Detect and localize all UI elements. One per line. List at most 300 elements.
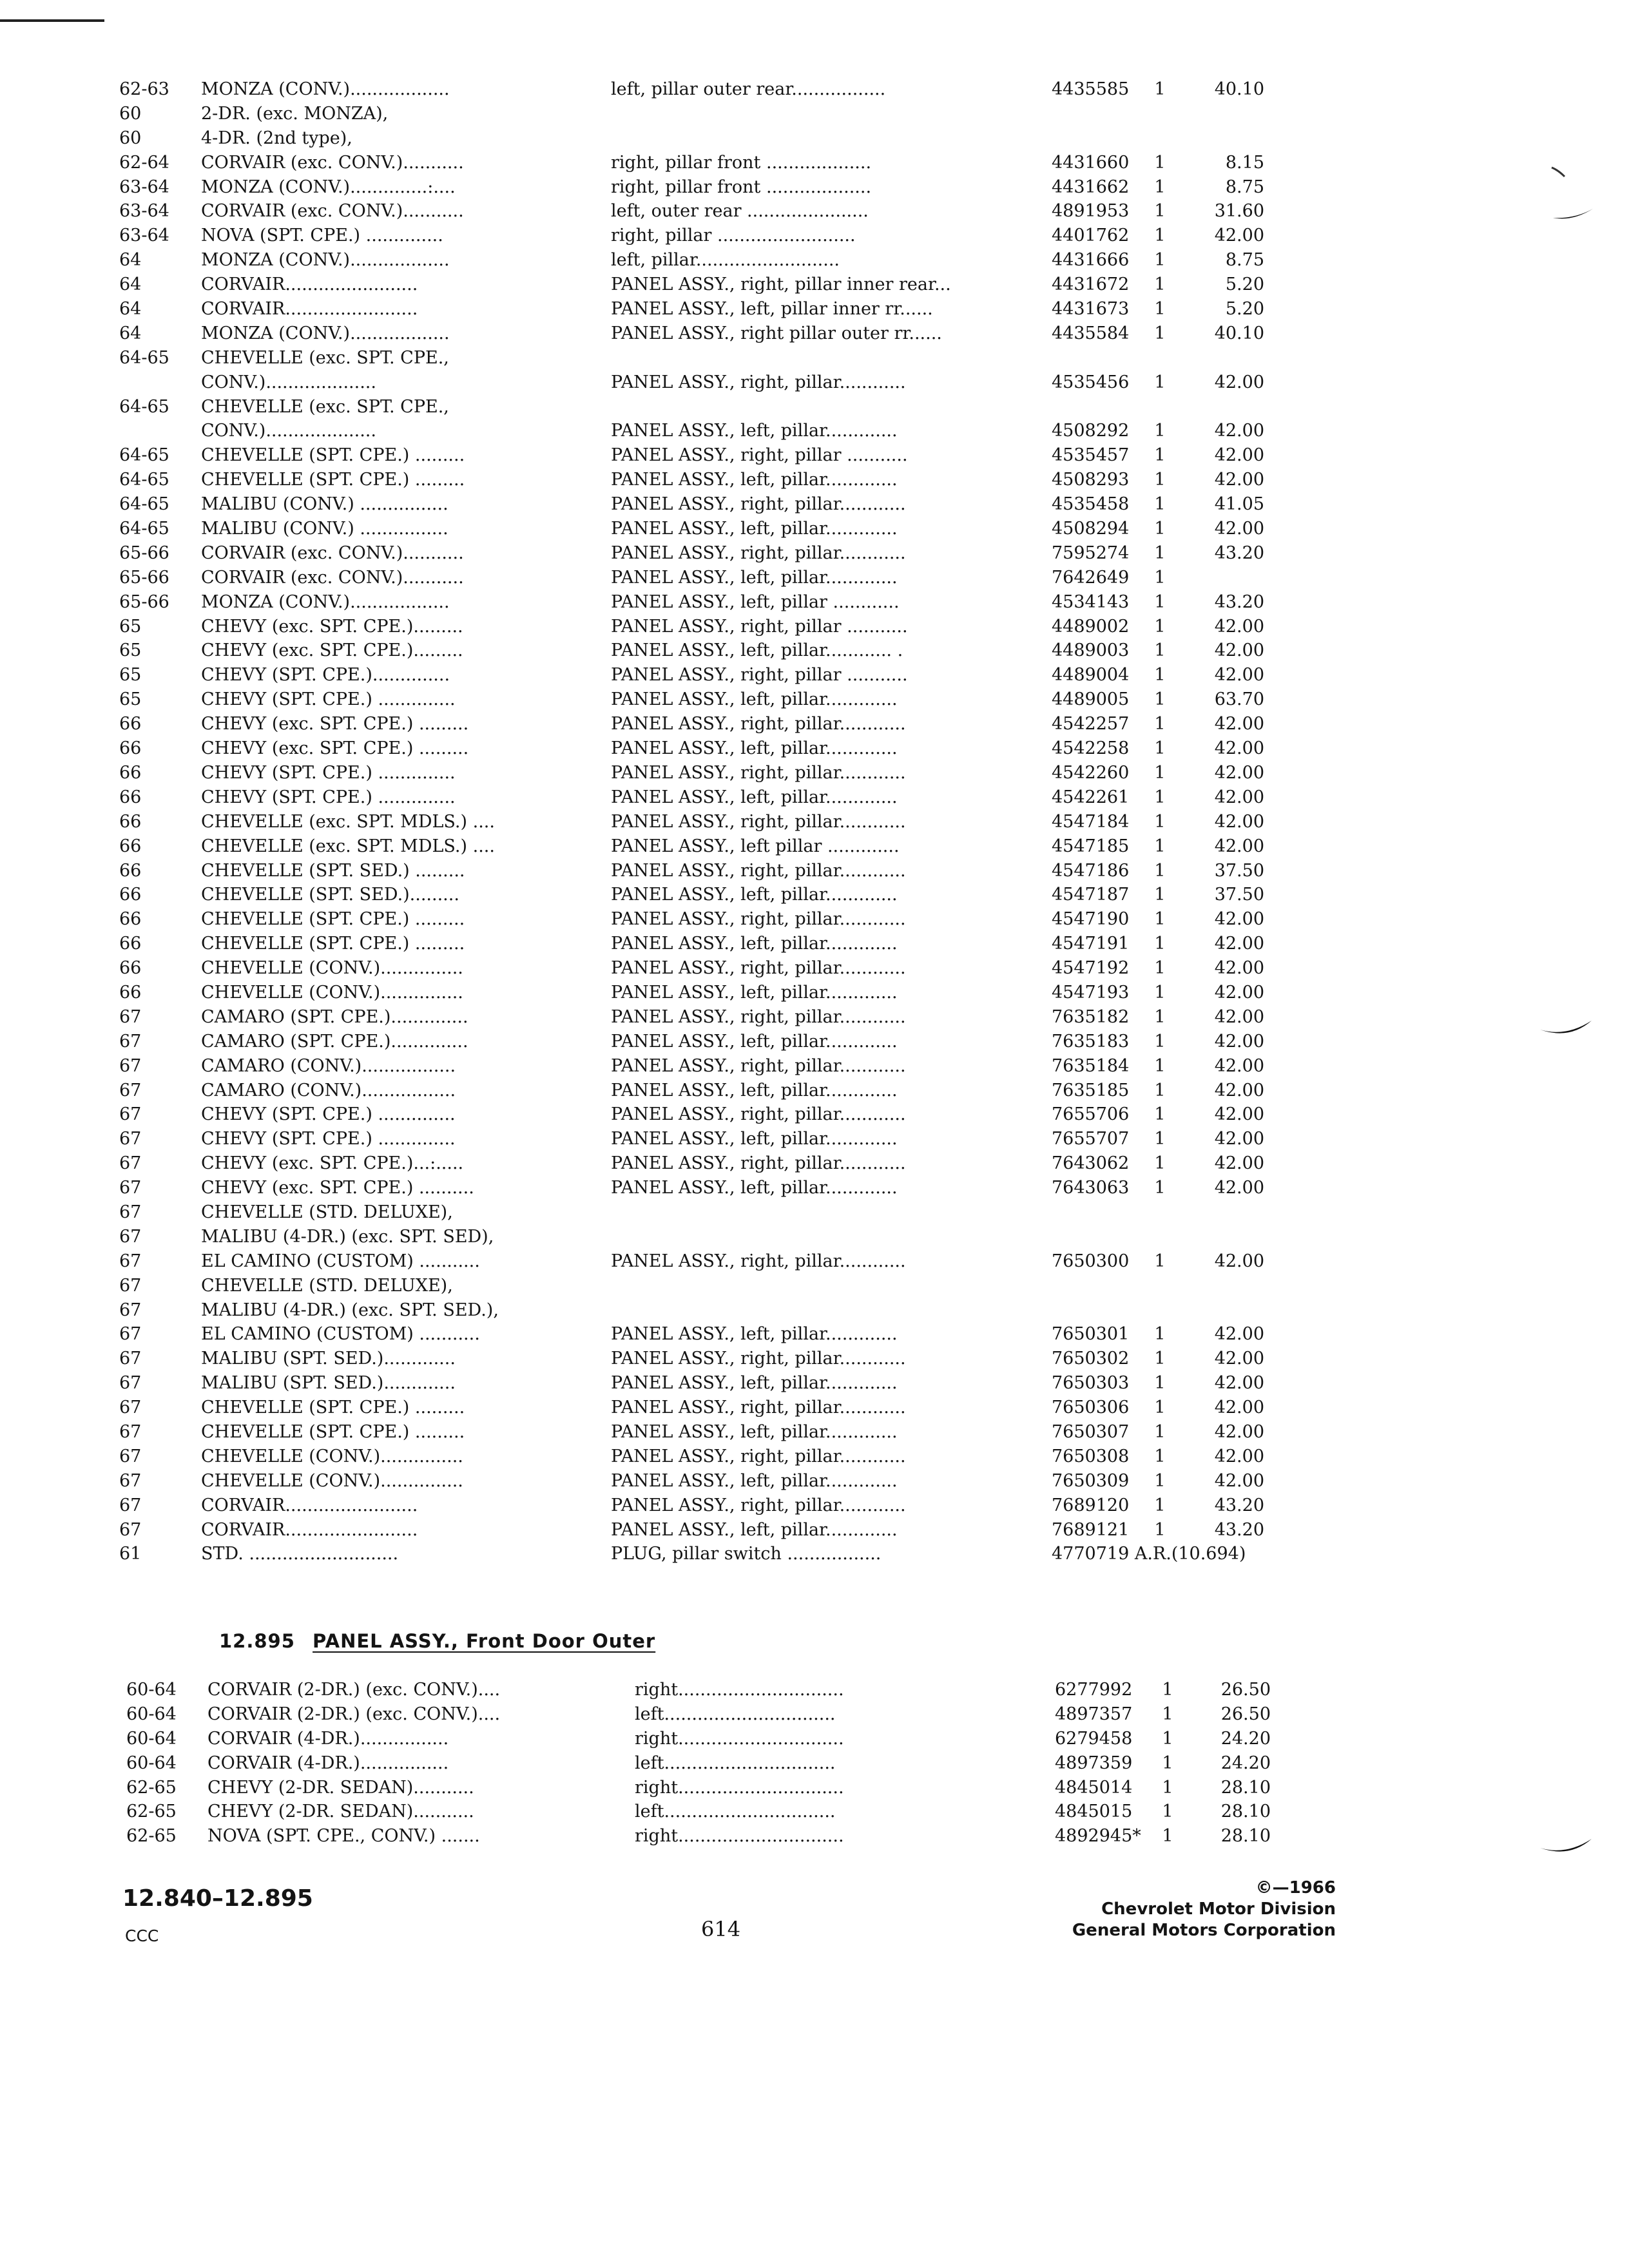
- description-cell: PANEL ASSY., right, pillar ...........: [611, 445, 908, 466]
- price-cell: 42.00: [1214, 1421, 1264, 1442]
- description-cell: PANEL ASSY., left, pillar.............: [611, 470, 898, 490]
- quantity-cell: 1: [1154, 445, 1166, 466]
- model-cell: MALIBU (4-DR.) (exc. SPT. SED),: [201, 1226, 494, 1247]
- model-cell: CAMARO (CONV.).................: [201, 1055, 456, 1076]
- year-cell: 64-65: [119, 470, 169, 490]
- year-cell: 66: [119, 714, 142, 735]
- quantity-cell: 1: [1154, 714, 1166, 735]
- price-cell: 42.00: [1214, 982, 1264, 1003]
- list-item: [0, 517, 1629, 541]
- list-item: [0, 883, 1629, 907]
- year-cell: 67: [119, 1178, 142, 1198]
- part-number-cell: 7635183: [1052, 1031, 1130, 1052]
- price-cell: 42.00: [1214, 519, 1264, 539]
- description-cell: PANEL ASSY., right, pillar............: [611, 714, 906, 735]
- list-item: [0, 615, 1629, 639]
- price-cell: 42.00: [1214, 470, 1264, 490]
- model-cell: EL CAMINO (CUSTOM) ...........: [201, 1251, 480, 1271]
- description-cell: PANEL ASSY., left, pillar.............: [611, 934, 898, 954]
- list-item: [0, 1824, 1629, 1849]
- list-item: [0, 1727, 1629, 1751]
- model-cell: NOVA (SPT. CPE.) ..............: [201, 226, 443, 246]
- quantity-cell: 1: [1154, 201, 1166, 222]
- price-cell: 43.20: [1214, 1519, 1264, 1540]
- margin-mark: [1534, 1830, 1598, 1869]
- model-cell: CORVAIR (4-DR.)................: [207, 1753, 449, 1773]
- model-cell: CHEVELLE (CONV.)...............: [201, 982, 463, 1003]
- list-item: [0, 663, 1629, 687]
- year-cell: 67: [119, 1080, 142, 1100]
- price-cell: 42.00: [1214, 1251, 1264, 1271]
- quantity-cell: 1: [1154, 421, 1166, 441]
- part-number-cell: 7635182: [1052, 1006, 1130, 1027]
- model-cell: MONZA (CONV.)..................: [201, 250, 450, 271]
- year-cell: 60-64: [126, 1680, 177, 1700]
- year-cell: 63-64: [119, 226, 169, 246]
- parts-list: [0, 77, 1629, 1566]
- price-cell: 31.60: [1214, 201, 1264, 222]
- model-cell: CHEVY (2-DR. SEDAN)...........: [207, 1777, 474, 1798]
- model-cell: CHEVELLE (SPT. CPE.) .........: [201, 445, 465, 466]
- year-cell: 67: [119, 1470, 142, 1491]
- quantity-cell: 1: [1154, 1178, 1166, 1198]
- price-cell: 5.20: [1225, 299, 1264, 320]
- quantity-cell: 1: [1154, 177, 1166, 197]
- quantity-cell: 1: [1154, 226, 1166, 246]
- year-cell: 67: [119, 1104, 142, 1125]
- quantity-cell: 1: [1162, 1802, 1173, 1822]
- quantity-cell: 1: [1154, 909, 1166, 930]
- part-number-cell: 4845015: [1055, 1802, 1133, 1822]
- part-number-cell: 4431660: [1052, 152, 1130, 173]
- model-cell: CHEVELLE (SPT. SED.).........: [201, 885, 459, 905]
- part-number-cell: 4508294: [1052, 519, 1130, 539]
- part-number-cell: 7689120: [1052, 1495, 1130, 1515]
- list-item: [0, 1298, 1629, 1323]
- description-cell: PANEL ASSY., left, pillar ............: [611, 591, 900, 612]
- quantity-cell: 1: [1154, 640, 1166, 661]
- part-number-cell: 4431666: [1052, 250, 1130, 271]
- year-cell: 64: [119, 274, 142, 295]
- part-number-cell: 4508293: [1052, 470, 1130, 490]
- model-cell: CHEVELLE (SPT. CPE.) .........: [201, 1421, 465, 1442]
- year-cell: 67: [119, 1446, 142, 1466]
- model-cell: CONV.)....................: [201, 421, 376, 441]
- quantity-cell: 1: [1154, 1373, 1166, 1394]
- price-cell: 42.00: [1214, 909, 1264, 930]
- list-item: [0, 1371, 1629, 1396]
- price-cell: 42.00: [1214, 1178, 1264, 1198]
- part-number-cell: 7650308: [1052, 1446, 1130, 1466]
- price-cell: 42.00: [1214, 665, 1264, 686]
- part-number-cell: 4535457: [1052, 445, 1130, 466]
- model-cell: MALIBU (4-DR.) (exc. SPT. SED.),: [201, 1300, 499, 1320]
- year-cell: 66: [119, 787, 142, 807]
- price-cell: 42.00: [1214, 1373, 1264, 1394]
- description-cell: PANEL ASSY., left, pillar.............: [611, 1129, 898, 1149]
- price-cell: 43.20: [1214, 1495, 1264, 1515]
- price-cell: 42.00: [1214, 1398, 1264, 1418]
- part-number-cell: 4547191: [1052, 934, 1130, 954]
- part-number-cell: 7635185: [1052, 1080, 1130, 1100]
- model-cell: CHEVELLE (SPT. CPE.) .........: [201, 1398, 465, 1418]
- list-item: [0, 1445, 1629, 1469]
- part-number-cell: 4542260: [1052, 762, 1130, 783]
- description-cell: PANEL ASSY., right, pillar............: [611, 1153, 906, 1174]
- year-cell: 67: [119, 1275, 142, 1296]
- model-cell: CORVAIR (2-DR.) (exc. CONV.)....: [207, 1680, 501, 1700]
- model-cell: CHEVY (SPT. CPE.) ..............: [201, 689, 456, 710]
- model-cell: MONZA (CONV.)..................: [201, 79, 450, 99]
- list-item: [0, 1420, 1629, 1445]
- quantity-cell: 1: [1162, 1777, 1173, 1798]
- year-cell: 60-64: [126, 1728, 177, 1749]
- description-cell: PANEL ASSY., left, pillar.............: [611, 1178, 898, 1198]
- description-cell: PANEL ASSY., right, pillar............: [611, 811, 906, 832]
- price-cell: 28.10: [1220, 1802, 1271, 1822]
- description-cell: right..............................: [635, 1777, 844, 1798]
- copyright-line: General Motors Corporation: [1072, 1921, 1336, 1940]
- list-item: [0, 102, 1629, 126]
- model-cell: CORVAIR........................: [201, 299, 418, 320]
- price-cell: 42.00: [1214, 1349, 1264, 1369]
- quantity-cell: 1: [1154, 79, 1166, 99]
- quantity-cell: 1: [1154, 1153, 1166, 1174]
- part-number-cell: 4547186: [1052, 860, 1130, 881]
- list-item: [0, 541, 1629, 566]
- model-cell: EL CAMINO (CUSTOM) ...........: [201, 1324, 480, 1345]
- model-cell: MONZA (CONV.)..................: [201, 323, 450, 343]
- quantity-cell: 1: [1154, 1398, 1166, 1418]
- list-item: [0, 224, 1629, 248]
- model-cell: CAMARO (CONV.).................: [201, 1080, 456, 1100]
- model-cell: CORVAIR (4-DR.)................: [207, 1728, 449, 1749]
- year-cell: 62-65: [126, 1826, 177, 1847]
- price-cell: 42.00: [1214, 787, 1264, 807]
- description-cell: PANEL ASSY., left, pillar.............: [611, 1324, 898, 1345]
- price-cell: 42.00: [1214, 1129, 1264, 1149]
- list-item: [0, 590, 1629, 615]
- description-cell: PANEL ASSY., right, pillar ...........: [611, 616, 908, 637]
- year-cell: 67: [119, 1324, 142, 1345]
- model-cell: CORVAIR (exc. CONV.)...........: [201, 543, 464, 563]
- quantity-cell: 1: [1154, 1446, 1166, 1466]
- description-cell: PANEL ASSY., right, pillar............: [611, 1251, 906, 1271]
- model-cell: CHEVELLE (CONV.)...............: [201, 1446, 463, 1466]
- part-number-cell: 4542261: [1052, 787, 1130, 807]
- price-cell: 42.00: [1214, 762, 1264, 783]
- year-cell: 60-64: [126, 1704, 177, 1724]
- description-cell: PANEL ASSY., left, pillar.............: [611, 1080, 898, 1100]
- description-cell: left, pillar outer rear.................: [611, 79, 886, 99]
- year-cell: 67: [119, 1129, 142, 1149]
- part-number-cell: 4770719 A.R.(10.694): [1052, 1544, 1246, 1564]
- year-cell: 66: [119, 811, 142, 832]
- description-cell: left, outer rear ......................: [611, 201, 869, 222]
- parts-list-2: [0, 1678, 1629, 1849]
- part-number-cell: 7650301: [1052, 1324, 1130, 1345]
- quantity-cell: 1: [1154, 836, 1166, 856]
- year-cell: 67: [119, 1226, 142, 1247]
- description-cell: PANEL ASSY., left, pillar.............: [611, 787, 898, 807]
- model-cell: CHEVELLE (exc. SPT. MDLS.) ....: [201, 811, 495, 832]
- model-cell: CAMARO (SPT. CPE.)..............: [201, 1006, 468, 1027]
- description-cell: PANEL ASSY., right, pillar............: [611, 494, 906, 515]
- part-number-cell: 4845014: [1055, 1777, 1133, 1798]
- list-item: [0, 419, 1629, 443]
- part-number-cell: 4435585: [1052, 79, 1130, 99]
- quantity-cell: 1: [1154, 1324, 1166, 1345]
- model-cell: CORVAIR (exc. CONV.)...........: [201, 567, 464, 588]
- model-cell: CONV.)....................: [201, 372, 376, 392]
- footer-sub: CCC: [125, 1927, 159, 1945]
- section-title-text: PANEL ASSY., Front Door Outer: [313, 1630, 656, 1652]
- part-number-cell: 4508292: [1052, 421, 1130, 441]
- list-item: [0, 1200, 1629, 1225]
- model-cell: MONZA (CONV.)..................: [201, 591, 450, 612]
- part-number-cell: 4431672: [1052, 274, 1130, 295]
- quantity-cell: 1: [1154, 787, 1166, 807]
- model-cell: CHEVELLE (SPT. SED.) .........: [201, 860, 465, 881]
- part-number-cell: 4547185: [1052, 836, 1130, 856]
- quantity-cell: 1: [1154, 274, 1166, 295]
- list-item: [0, 1518, 1629, 1542]
- list-item: [0, 1347, 1629, 1371]
- quantity-cell: 1: [1154, 1470, 1166, 1491]
- price-cell: 42.00: [1214, 738, 1264, 759]
- price-cell: 43.20: [1214, 591, 1264, 612]
- part-number-cell: 4547184: [1052, 811, 1130, 832]
- description-cell: left, pillar..........................: [611, 250, 840, 271]
- price-cell: 5.20: [1225, 274, 1264, 295]
- price-cell: 8.15: [1225, 152, 1264, 173]
- part-number-cell: 7689121: [1052, 1519, 1130, 1540]
- model-cell: STD. ...........................: [201, 1544, 399, 1564]
- year-cell: 62-65: [126, 1777, 177, 1798]
- list-item: [0, 1396, 1629, 1420]
- year-cell: 66: [119, 934, 142, 954]
- price-cell: 8.75: [1225, 250, 1264, 271]
- quantity-cell: 1: [1154, 152, 1166, 173]
- year-cell: 62-63: [119, 79, 169, 99]
- model-cell: CAMARO (SPT. CPE.)..............: [201, 1031, 468, 1052]
- quantity-cell: 1: [1154, 591, 1166, 612]
- description-cell: PANEL ASSY., left, pillar inner rr......: [611, 299, 933, 320]
- model-cell: CHEVELLE (SPT. CPE.) .........: [201, 470, 465, 490]
- quantity-cell: 1: [1154, 1495, 1166, 1515]
- quantity-cell: 1: [1154, 543, 1166, 563]
- model-cell: 4-DR. (2nd type),: [201, 128, 352, 148]
- quantity-cell: 1: [1154, 885, 1166, 905]
- model-cell: CORVAIR (exc. CONV.)...........: [201, 201, 464, 222]
- list-item: [0, 1678, 1629, 1702]
- quantity-cell: 1: [1154, 519, 1166, 539]
- description-cell: PANEL ASSY., right, pillar............: [611, 1006, 906, 1027]
- part-number-cell: 7650307: [1052, 1421, 1130, 1442]
- list-item: [0, 492, 1629, 517]
- part-number-cell: 7642649: [1052, 567, 1130, 588]
- description-cell: right, pillar .........................: [611, 226, 856, 246]
- model-cell: CORVAIR........................: [201, 1519, 418, 1540]
- copyright-line: ©—1966: [1255, 1878, 1336, 1898]
- list-item: [0, 566, 1629, 590]
- year-cell: 67: [119, 1495, 142, 1515]
- margin-mark: [1547, 161, 1598, 226]
- quantity-cell: 1: [1154, 982, 1166, 1003]
- description-cell: PANEL ASSY., left, pillar............ .: [611, 640, 903, 661]
- page-number: 614: [701, 1917, 741, 1941]
- part-number-cell: 4542257: [1052, 714, 1130, 735]
- part-number-cell: 7650303: [1052, 1373, 1130, 1394]
- description-cell: PANEL ASSY., left, pillar.............: [611, 1470, 898, 1491]
- list-item: [0, 1249, 1629, 1274]
- section-title-number: 12.895: [219, 1630, 295, 1652]
- quantity-cell: 1: [1154, 1031, 1166, 1052]
- description-cell: PANEL ASSY., right, pillar............: [611, 909, 906, 930]
- model-cell: NOVA (SPT. CPE., CONV.) .......: [207, 1826, 480, 1847]
- description-cell: PANEL ASSY., left, pillar.............: [611, 1519, 898, 1540]
- year-cell: 61: [119, 1544, 142, 1564]
- part-number-cell: 4897359: [1055, 1753, 1133, 1773]
- price-cell: 42.00: [1214, 616, 1264, 637]
- model-cell: CHEVELLE (exc. SPT. MDLS.) ....: [201, 836, 495, 856]
- list-item: [0, 1542, 1629, 1566]
- list-item: [0, 761, 1629, 785]
- description-cell: PANEL ASSY., left, pillar.............: [611, 885, 898, 905]
- part-number-cell: 7643063: [1052, 1178, 1130, 1198]
- list-item: [0, 151, 1629, 175]
- price-cell: 8.75: [1225, 177, 1264, 197]
- year-cell: 65: [119, 689, 142, 710]
- year-cell: 67: [119, 1031, 142, 1052]
- price-cell: 42.00: [1214, 836, 1264, 856]
- part-number-cell: 4534143: [1052, 591, 1130, 612]
- description-cell: PANEL ASSY., left, pillar.............: [611, 519, 898, 539]
- year-cell: 67: [119, 1373, 142, 1394]
- description-cell: PANEL ASSY., right, pillar............: [611, 1446, 906, 1466]
- year-cell: 67: [119, 1349, 142, 1369]
- price-cell: 28.10: [1220, 1777, 1271, 1798]
- list-item: [0, 907, 1629, 932]
- price-cell: 42.00: [1214, 1446, 1264, 1466]
- quantity-cell: 1: [1162, 1753, 1173, 1773]
- part-number-cell: 7650309: [1052, 1470, 1130, 1491]
- quantity-cell: 1: [1154, 470, 1166, 490]
- year-cell: 67: [119, 1153, 142, 1174]
- model-cell: CHEVY (2-DR. SEDAN)...........: [207, 1802, 474, 1822]
- year-cell: 64-65: [119, 396, 169, 417]
- description-cell: PANEL ASSY., left pillar .............: [611, 836, 900, 856]
- quantity-cell: 1: [1154, 250, 1166, 271]
- year-cell: 60: [119, 103, 142, 124]
- list-item: [0, 1151, 1629, 1176]
- list-item: [0, 1079, 1629, 1103]
- list-item: [0, 346, 1629, 370]
- copyright-block: [1072, 1878, 1336, 1941]
- list-item: [0, 248, 1629, 273]
- quantity-cell: 1: [1162, 1728, 1173, 1749]
- list-item: [0, 1800, 1629, 1824]
- price-cell: 42.00: [1214, 1006, 1264, 1027]
- quantity-cell: 1: [1154, 665, 1166, 686]
- list-item: [0, 322, 1629, 346]
- quantity-cell: 1: [1154, 299, 1166, 320]
- quantity-cell: 1: [1154, 811, 1166, 832]
- price-cell: 24.20: [1220, 1753, 1271, 1773]
- year-cell: 66: [119, 982, 142, 1003]
- part-number-cell: 4547190: [1052, 909, 1130, 930]
- description-cell: PANEL ASSY., right, pillar............: [611, 1349, 906, 1369]
- description-cell: PANEL ASSY., right, pillar............: [611, 958, 906, 979]
- price-cell: 40.10: [1214, 323, 1264, 343]
- description-cell: right..............................: [635, 1680, 844, 1700]
- part-number-cell: 4891953: [1052, 201, 1130, 222]
- year-cell: 60: [119, 128, 142, 148]
- part-number-cell: 6277992: [1055, 1680, 1133, 1700]
- price-cell: 42.00: [1214, 445, 1264, 466]
- year-cell: 67: [119, 1202, 142, 1222]
- list-item: [0, 687, 1629, 712]
- quantity-cell: 1: [1154, 1080, 1166, 1100]
- list-item: [0, 273, 1629, 297]
- list-item: [0, 1005, 1629, 1030]
- list-item: [0, 1776, 1629, 1800]
- part-number-cell: 4547192: [1052, 958, 1130, 979]
- list-item: [0, 932, 1629, 956]
- list-item: [0, 175, 1629, 200]
- quantity-cell: 1: [1154, 1055, 1166, 1076]
- list-item: [0, 859, 1629, 883]
- model-cell: MALIBU (CONV.) ................: [201, 519, 448, 539]
- list-item: [0, 1054, 1629, 1079]
- price-cell: 42.00: [1214, 934, 1264, 954]
- margin-mark: [1534, 1012, 1598, 1050]
- part-number-cell: 7595274: [1052, 543, 1130, 563]
- year-cell: 65: [119, 616, 142, 637]
- year-cell: 62-65: [126, 1802, 177, 1822]
- description-cell: PANEL ASSY., left, pillar.............: [611, 1421, 898, 1442]
- year-cell: 67: [119, 1055, 142, 1076]
- description-cell: PANEL ASSY., left, pillar.............: [611, 982, 898, 1003]
- price-cell: 42.00: [1214, 958, 1264, 979]
- list-item: [0, 395, 1629, 419]
- description-cell: right..............................: [635, 1728, 844, 1749]
- model-cell: CHEVY (exc. SPT. CPE.) ..........: [201, 1178, 474, 1198]
- price-cell: 37.50: [1214, 860, 1264, 881]
- model-cell: CHEVY (exc. SPT. CPE.).........: [201, 640, 463, 661]
- description-cell: PANEL ASSY., right, pillar............: [611, 1495, 906, 1515]
- description-cell: PANEL ASSY., right, pillar............: [611, 762, 906, 783]
- part-number-cell: 7635184: [1052, 1055, 1130, 1076]
- description-cell: PLUG, pillar switch .................: [611, 1544, 882, 1564]
- price-cell: 41.05: [1214, 494, 1264, 515]
- model-cell: CORVAIR (2-DR.) (exc. CONV.)....: [207, 1704, 501, 1724]
- description-cell: PANEL ASSY., left, pillar.............: [611, 1373, 898, 1394]
- quantity-cell: 1: [1154, 860, 1166, 881]
- price-cell: 42.00: [1214, 1031, 1264, 1052]
- list-item: [0, 1469, 1629, 1494]
- quantity-cell: 1: [1154, 762, 1166, 783]
- description-cell: PANEL ASSY., right, pillar............: [611, 860, 906, 881]
- model-cell: MALIBU (SPT. SED.).............: [201, 1349, 456, 1369]
- year-cell: 64-65: [119, 519, 169, 539]
- year-cell: 63-64: [119, 201, 169, 222]
- model-cell: MALIBU (SPT. SED.).............: [201, 1373, 456, 1394]
- part-number-cell: 4431662: [1052, 177, 1130, 197]
- part-number-cell: 4401762: [1052, 226, 1130, 246]
- year-cell: 64-65: [119, 445, 169, 466]
- year-cell: 66: [119, 762, 142, 783]
